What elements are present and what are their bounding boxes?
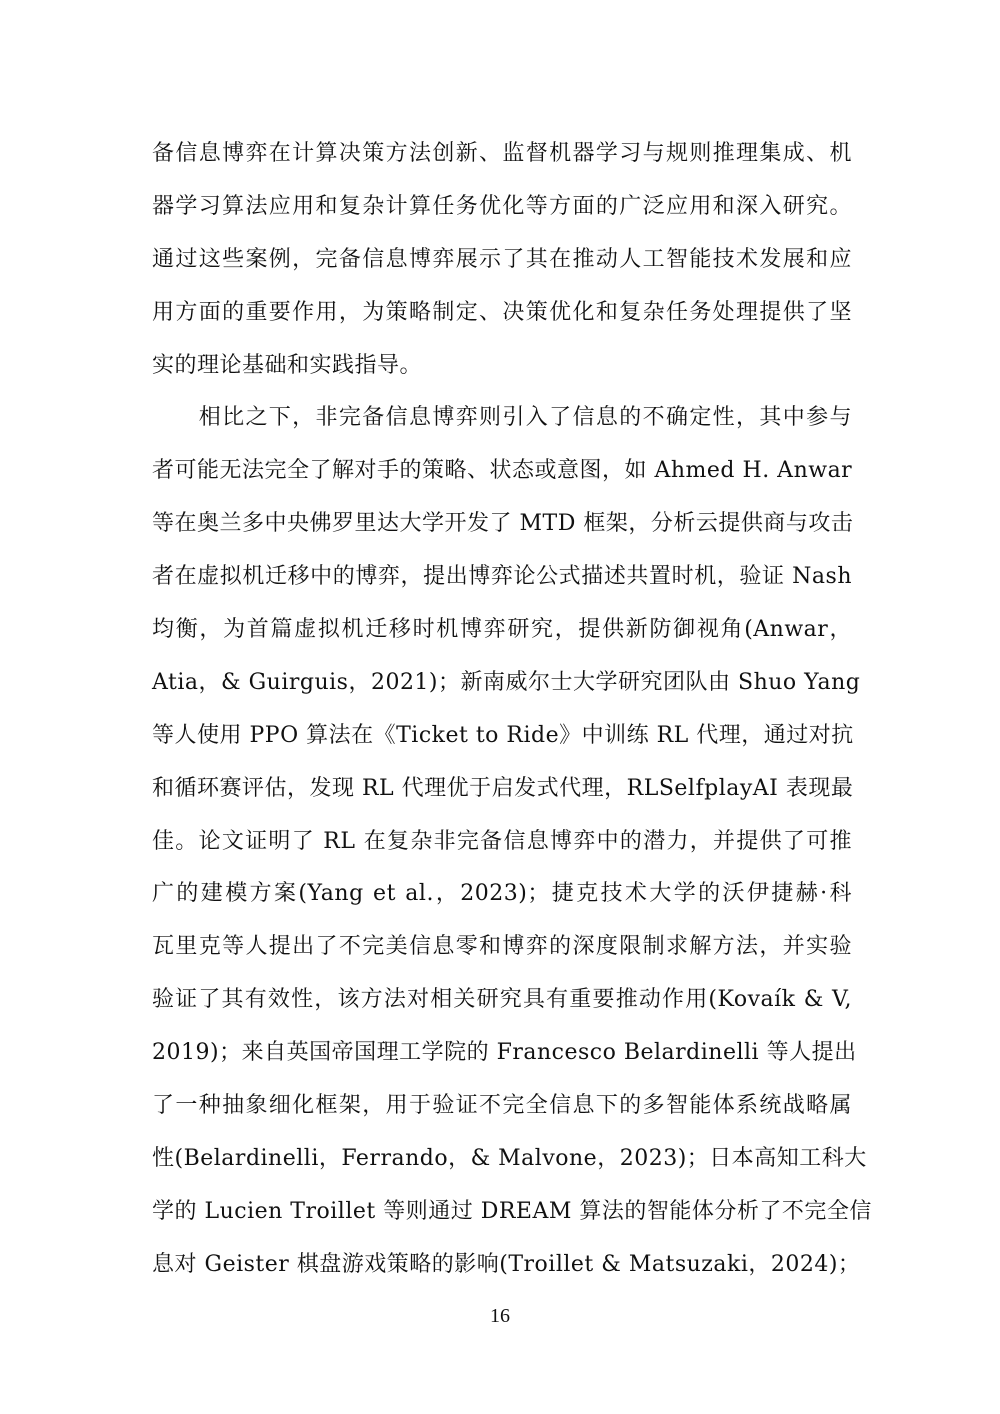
text-line: 2019)；来自英国帝国理工学院的 Francesco Belardinelli 等人提出 [152,1040,857,1066]
text-line: 了一种抽象细化框架，用于验证不完全信息下的多智能体系统战略属 [152,1093,852,1119]
text-line: 者在虚拟机迁移中的博弈，提出博弈论公式描述共置时机，验证 Nash [152,564,852,590]
text-line: 佳。论文证明了 RL 在复杂非完备信息博弈中的潜力，并提供了可推 [152,828,852,854]
text-line: 息对 Geister 棋盘游戏策略的影响(Troillet & Matsuzaki，2024)； [152,1251,861,1277]
text-line: 和循环赛评估，发现 RL 代理优于启发式代理，RLSelfplayAI 表现最 [152,775,854,801]
text-line: 相比之下，非完备信息博弈则引入了信息的不确定性，其中参与 [152,405,852,431]
text-line: 广的建模方案(Yang et al.，2023)；捷克技术大学的沃伊捷赫·科 [152,881,852,907]
text-line: 者可能无法完全了解对手的策略、状态或意图，如 Ahmed H. Anwar [152,458,853,484]
text-line: 备信息博弈在计算决策方法创新、监督机器学习与规则推理集成、机 [152,141,852,166]
text-line: 等在奥兰多中央佛罗里达大学开发了 MTD 框架，分析云提供商与攻击 [152,511,854,537]
text-line: 验证了其有效性，该方法对相关研究具有重要推动作用(Kovaík & V, [152,987,852,1013]
text-line: 瓦里克等人提出了不完美信息零和博弈的深度限制求解方法，并实验 [152,934,852,960]
text-line: Atia，& Guirguis，2021)；新南威尔士大学研究团队由 Shuo Yang [152,669,861,695]
text-line: 用方面的重要作用，为策略制定、决策优化和复杂任务处理提供了坚 [152,299,852,325]
page-number: 16 [490,1305,510,1327]
text-line: 实的理论基础和实践指导。 [152,352,423,378]
body-text [152,128,872,1292]
text-line: 器学习算法应用和复杂计算任务优化等方面的广泛应用和深入研究。 [152,193,852,219]
text-line: 均衡，为首篇虚拟机迁移时机博弈研究，提供新防御视角(Anwar， [152,617,852,643]
text-line: 学的 Lucien Troillet 等则通过 DREAM 算法的智能体分析了不完全信 [152,1198,872,1224]
text-line: 通过这些案例，完备信息博弈展示了其在推动人工智能技术发展和应 [152,246,852,272]
text-line: 性(Belardinelli，Ferrando，& Malvone，2023)；日本高知工科大 [152,1145,867,1171]
text-line: 等人使用 PPO 算法在《Ticket to Ride》中训练 RL 代理，通过对抗 [152,722,854,748]
